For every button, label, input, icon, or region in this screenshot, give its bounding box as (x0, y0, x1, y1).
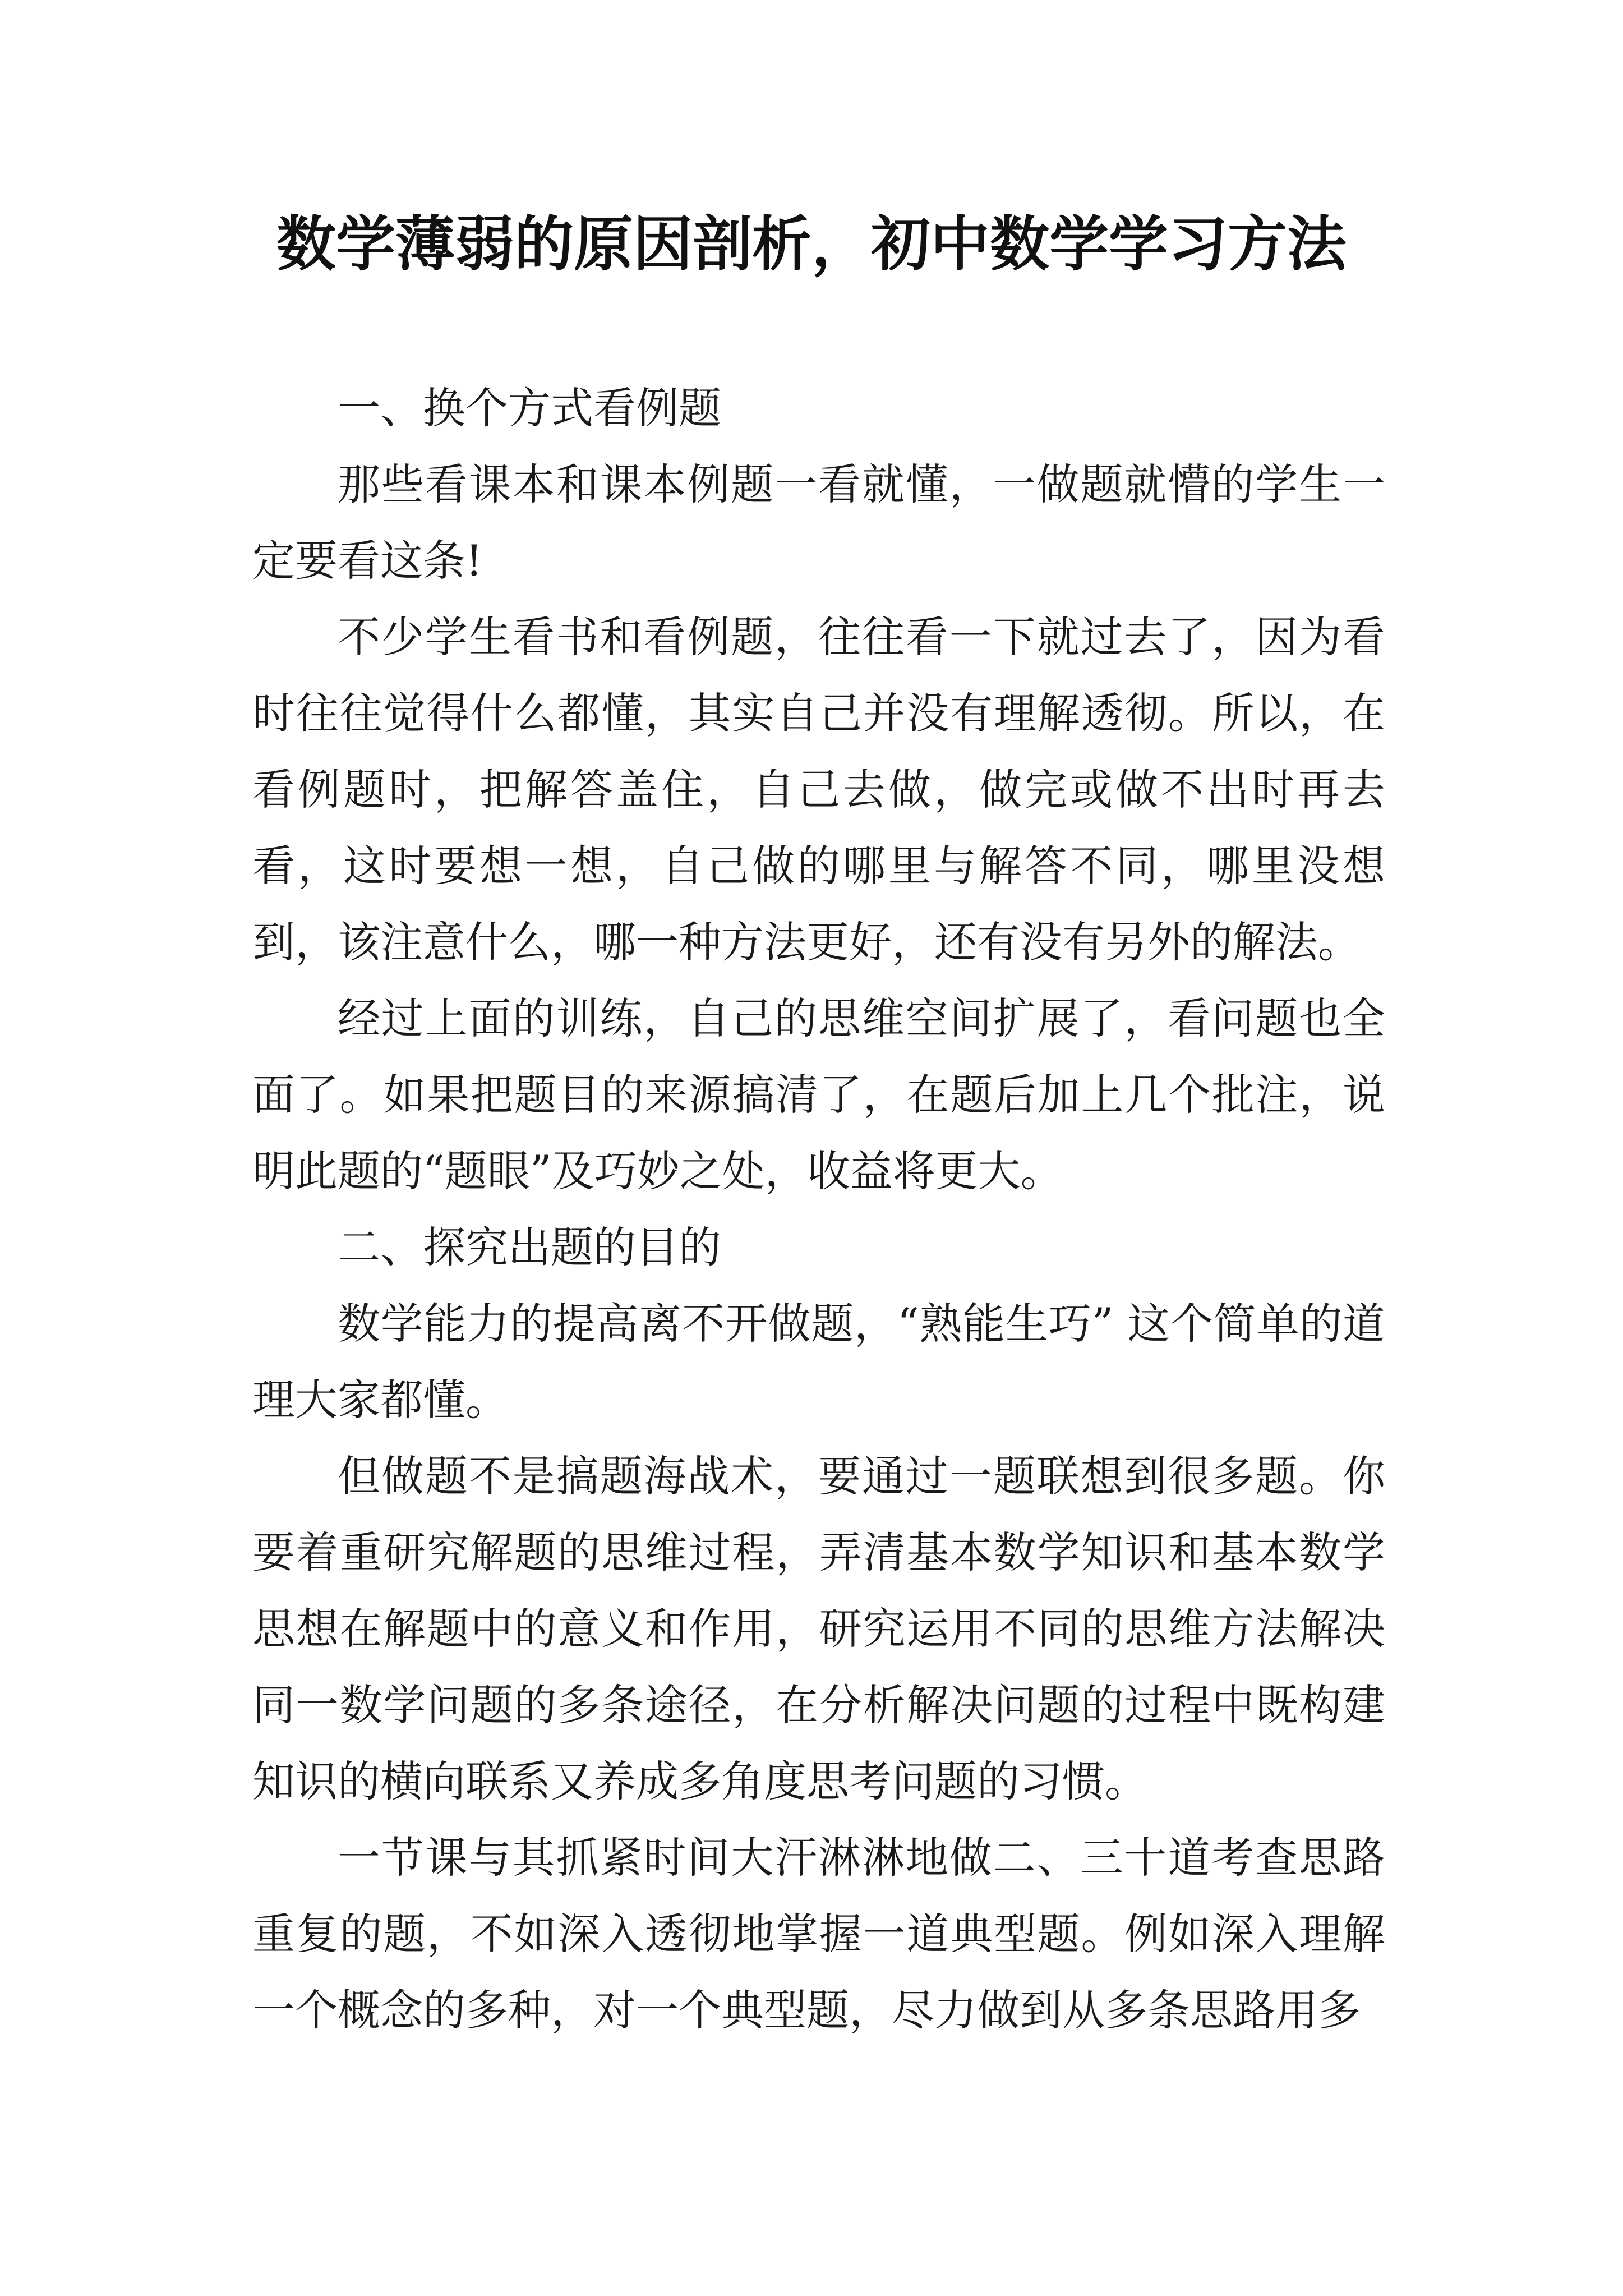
section-heading-2: 二、探究出题的目的 (338, 1222, 721, 1272)
section-heading-1: 一、换个方式看例题 (338, 383, 721, 433)
document-body (252, 370, 1385, 2049)
paragraph: 一节课与其抓紧时间大汗淋淋地做二、三十道考查思路重复的题，不如深入透彻地掌握一道典型题。例如深入理解一个概念的多种，对一个典型题，尽力做到从多条思路用多 (252, 1833, 1385, 2035)
paragraph: 数学能力的提高离不开做题，“熟能生巧” 这个简单的道理大家都懂。 (252, 1299, 1385, 1425)
paragraph: 经过上面的训练，自己的思维空间扩展了，看问题也全面了。如果把题目的来源搞清了，在题后加上几个批注，说明此题的“题眼”及巧妙之处，收益将更大。 (252, 993, 1385, 1196)
paragraph: 那些看课本和课本例题一看就懂，一做题就懵的学生一定要看这条! (252, 459, 1385, 586)
paragraph: 不少学生看书和看例题，往往看一下就过去了，因为看时往往觉得什么都懂，其实自己并没有理解透彻。所以，在看例题时，把解答盖住，自己去做，做完或做不出时再去看，这时要想一想，自己做的哪里与解答不同，哪里没想到，该注意什么，哪一种方法更好，还有没有另外的解法。 (252, 612, 1385, 967)
paragraph: 但做题不是搞题海战术，要通过一题联想到很多题。你要着重研究解题的思维过程，弄清基本数学知识和基本数学思想在解题中的意义和作用，研究运用不同的思维方法解决同一数学问题的多条途径，在分析解决问题的过程中既构建知识的横向联系又养成多角度思考问题的习惯。 (252, 1451, 1385, 1806)
document-title: 数学薄弱的原因剖析，初中数学学习方法 (276, 209, 1347, 279)
